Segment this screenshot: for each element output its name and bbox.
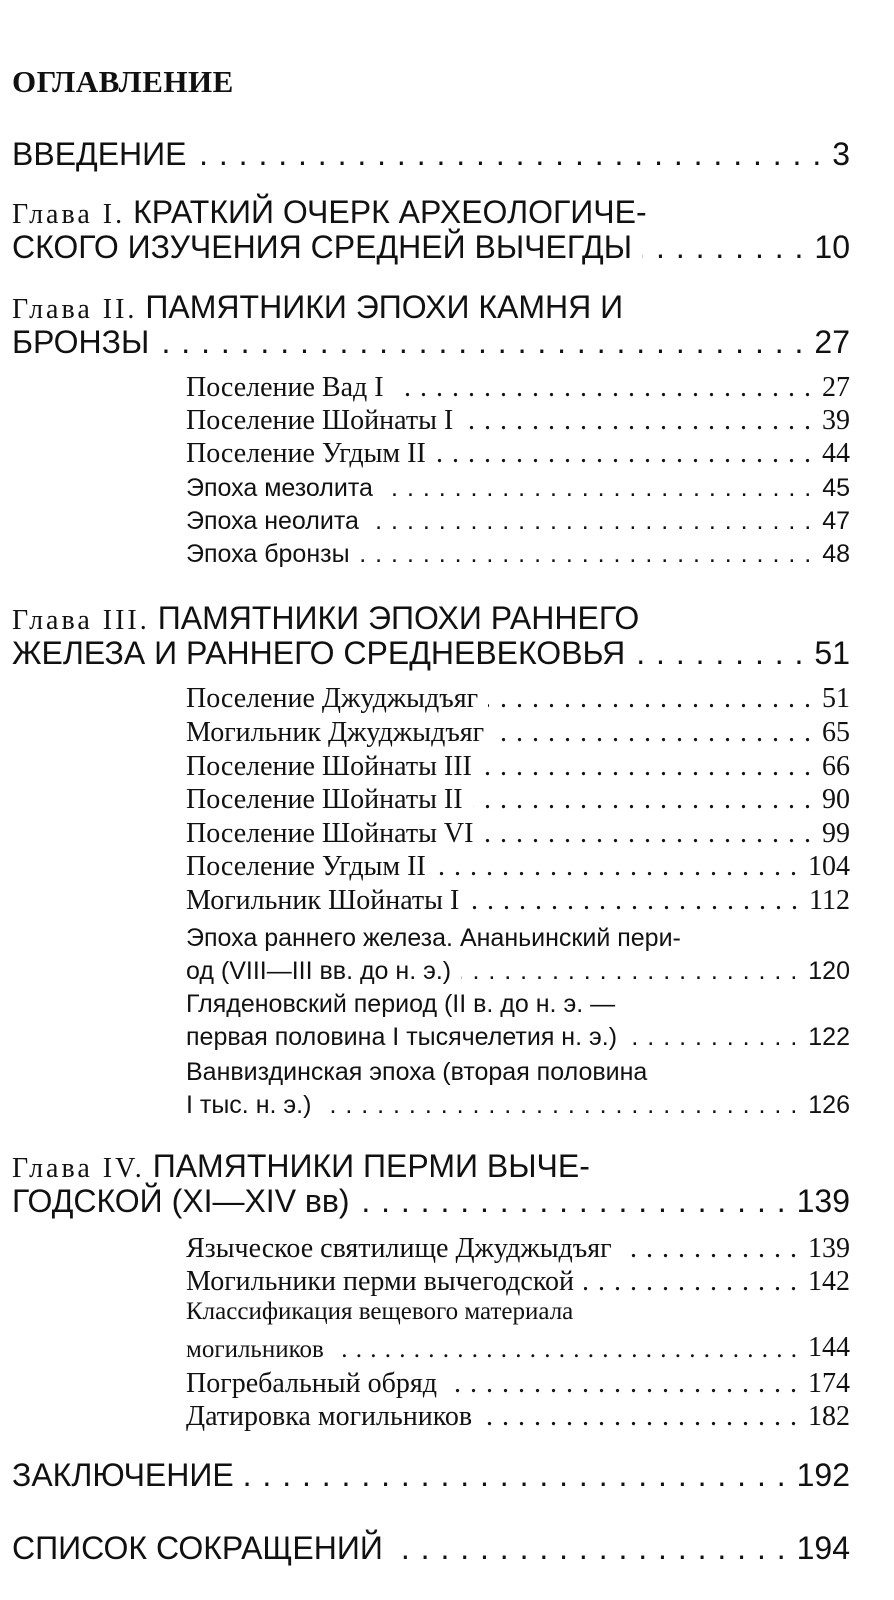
entry-label: Могильник Шойнаты I [186, 885, 460, 916]
page-number: 104 [808, 851, 850, 882]
dot-leader [483, 822, 812, 850]
chapter-1-heading[interactable] [12, 194, 647, 231]
dot-leader [642, 234, 804, 266]
page-number: 126 [808, 1091, 850, 1119]
page-number: 120 [808, 957, 850, 985]
page-title: ОГЛАВЛЕНИЕ [12, 64, 234, 99]
entry-label: Поселение Шойнаты III [186, 751, 472, 782]
chapter-title-line-1: КРАТКИЙ ОЧЕРК АРХЕОЛОГИЧЕ- [133, 194, 647, 230]
entry-label: могильников [186, 1336, 324, 1363]
dot-leader [473, 788, 812, 816]
chapter-title-line-2: ЖЕЛЕЗА И РАННЕГО СРЕДНЕВЕКОВЬЯ [12, 635, 626, 671]
toc-entry[interactable] [186, 818, 850, 850]
entry-label: Поселение Угдым II [186, 851, 426, 882]
dot-leader [622, 1237, 798, 1265]
dot-leader [436, 442, 812, 470]
chapter-title-line-1: ПАМЯТНИКИ ЭПОХИ РАННЕГО [157, 600, 640, 636]
toc-entry[interactable] [186, 372, 850, 404]
chapter-prefix: Глава II. [12, 294, 138, 325]
dot-leader [488, 687, 812, 715]
toc-entry[interactable] [186, 683, 850, 715]
dot-leader [393, 1535, 787, 1567]
chapter-4-heading[interactable] [12, 1148, 590, 1185]
dot-leader [447, 1372, 798, 1400]
page-number: 90 [822, 784, 850, 815]
dot-leader [383, 478, 812, 503]
entry-label: Поселение Вад I [186, 372, 384, 403]
toc-entry[interactable] [186, 540, 850, 569]
toc-entry[interactable] [186, 507, 850, 536]
page-number: 174 [808, 1368, 850, 1399]
entry-label: Эпоха неолита [186, 507, 359, 535]
toc-entry[interactable] [186, 1023, 850, 1052]
toc-entry[interactable] [186, 1368, 850, 1400]
page-number: 192 [796, 1457, 850, 1493]
toc-entry[interactable] [186, 957, 850, 986]
entry-label: ЗАКЛЮЧЕНИЕ [12, 1457, 234, 1493]
chapter-title-line-2: ГОДСКОЙ (XI—XIV вв) [12, 1183, 350, 1219]
page-number: 47 [822, 507, 850, 535]
chapter-2-heading-line-2[interactable] [12, 324, 850, 361]
toc-entry-line-1[interactable] [186, 1058, 764, 1087]
page-number: 144 [808, 1332, 850, 1363]
dot-leader [635, 640, 804, 672]
page-number: 112 [809, 885, 850, 916]
toc-entry[interactable] [186, 438, 850, 470]
page-number: 48 [822, 540, 850, 568]
page-number: 142 [808, 1266, 850, 1297]
toc-entry[interactable] [186, 784, 850, 816]
dot-leader [482, 755, 812, 783]
entry-label: ВВЕДЕНИЕ [12, 136, 187, 172]
page-number: 27 [822, 372, 850, 403]
entry-label: I тыс. н. э.) [186, 1091, 312, 1119]
toc-entry[interactable] [186, 405, 850, 437]
entry-label: Поселение Шойнаты I [186, 405, 454, 436]
toc-entry-introduction[interactable] [12, 136, 850, 173]
page-number: 65 [822, 717, 850, 748]
dot-leader [394, 376, 812, 404]
chapter-4-heading-line-2[interactable] [12, 1183, 850, 1220]
toc-entry-line-1[interactable]: Классификация вещевого материала [186, 1298, 574, 1325]
dot-leader [627, 1027, 798, 1052]
entry-label: Поселение Угдым II [186, 438, 426, 469]
toc-entry[interactable] [186, 474, 850, 503]
toc-entry-line-1[interactable]: Гляденовский период (II в. до н. э. — [186, 990, 616, 1018]
toc-entry-abbreviations[interactable] [12, 1530, 850, 1567]
entry-label: Поселение Шойнаты VI [186, 818, 474, 849]
entry-label: Поселение Джуджыдъяг [186, 683, 479, 714]
chapter-title-line-2: СКОГО ИЗУЧЕНИЯ СРЕДНЕЙ ВЫЧЕГДЫ [12, 229, 633, 265]
page-number: 27 [814, 324, 850, 360]
entry-label: СПИСОК СОКРАЩЕНИЙ [12, 1530, 383, 1566]
page-number: 122 [808, 1023, 850, 1051]
chapter-prefix: Глава I. [12, 199, 126, 230]
entry-label: Могильник Джуджыдъяг [186, 717, 485, 748]
chapter-title-line-1: ПАМЯТНИКИ ПЕРМИ ВЫЧЕ- [152, 1148, 590, 1184]
page-number: 139 [808, 1233, 850, 1264]
dot-leader [321, 1095, 798, 1120]
toc-entry[interactable] [186, 751, 850, 783]
chapter-1-heading-line-2[interactable] [12, 229, 850, 266]
toc-entry[interactable] [186, 1266, 850, 1298]
chapter-3-heading-line-2[interactable] [12, 635, 850, 672]
toc-entry[interactable] [186, 1332, 850, 1364]
dot-leader [360, 1188, 787, 1220]
page-number: 182 [808, 1401, 850, 1432]
chapter-2-heading[interactable] [12, 289, 623, 326]
dot-leader [197, 141, 823, 173]
page-number: 99 [822, 818, 850, 849]
page-number: 10 [814, 229, 850, 265]
entry-label: од (VIII—III вв. до н. э.) [186, 957, 452, 985]
toc-entry-line-1[interactable]: Эпоха раннего железа. Ананьинский пери- [186, 924, 681, 952]
toc-entry[interactable] [186, 717, 850, 749]
dot-leader [369, 511, 812, 536]
page-number: 66 [822, 751, 850, 782]
chapter-prefix: Глава IV. [12, 1153, 145, 1184]
entry-label: Датировка могильников [186, 1401, 473, 1432]
dot-leader [482, 1405, 798, 1433]
entry-label: Поселение Шойнаты II [186, 784, 463, 815]
toc-entry[interactable] [186, 1401, 850, 1433]
toc-entry[interactable] [186, 1091, 850, 1120]
page-number: 44 [822, 438, 850, 469]
entry-label: Могильники перми вычегодской [186, 1266, 575, 1297]
dot-leader [159, 329, 804, 361]
dot-leader [494, 721, 812, 749]
toc-entry[interactable] [186, 851, 850, 883]
page-number: 139 [796, 1183, 850, 1219]
dot-leader [461, 961, 798, 986]
dot-leader [436, 855, 798, 883]
chapter-prefix: Глава III. [12, 605, 150, 636]
page-number: 45 [822, 474, 850, 502]
entry-label: Эпоха бронзы [186, 540, 350, 568]
dot-leader [584, 1270, 798, 1298]
toc-entry[interactable] [186, 885, 850, 917]
toc-entry-conclusion[interactable] [12, 1457, 850, 1494]
page-number: 39 [822, 405, 850, 436]
dot-leader [463, 409, 812, 437]
chapter-title-line-2: БРОНЗЫ [12, 324, 150, 360]
dot-leader [244, 1462, 787, 1494]
chapter-3-heading[interactable] [12, 600, 639, 637]
page-number: 51 [822, 683, 850, 714]
dot-leader [469, 889, 799, 917]
page-number: 194 [796, 1530, 850, 1566]
entry-label: Погребальный обряд [186, 1368, 437, 1399]
toc-entry[interactable] [186, 1233, 850, 1265]
entry-label: Языческое святилище Джуджыдъяг [186, 1233, 612, 1264]
dot-leader [334, 1339, 798, 1364]
entry-label: Эпоха мезолита [186, 474, 373, 502]
entry-label: Ванвиздинская эпоха (вторая половина [186, 1058, 648, 1086]
dot-leader [360, 544, 813, 569]
chapter-title-line-1: ПАМЯТНИКИ ЭПОХИ КАМНЯ И [145, 289, 624, 325]
entry-label: первая половина I тысячелетия н. э.) [186, 1023, 618, 1051]
page-number: 51 [814, 635, 850, 671]
page-number: 3 [832, 136, 850, 172]
